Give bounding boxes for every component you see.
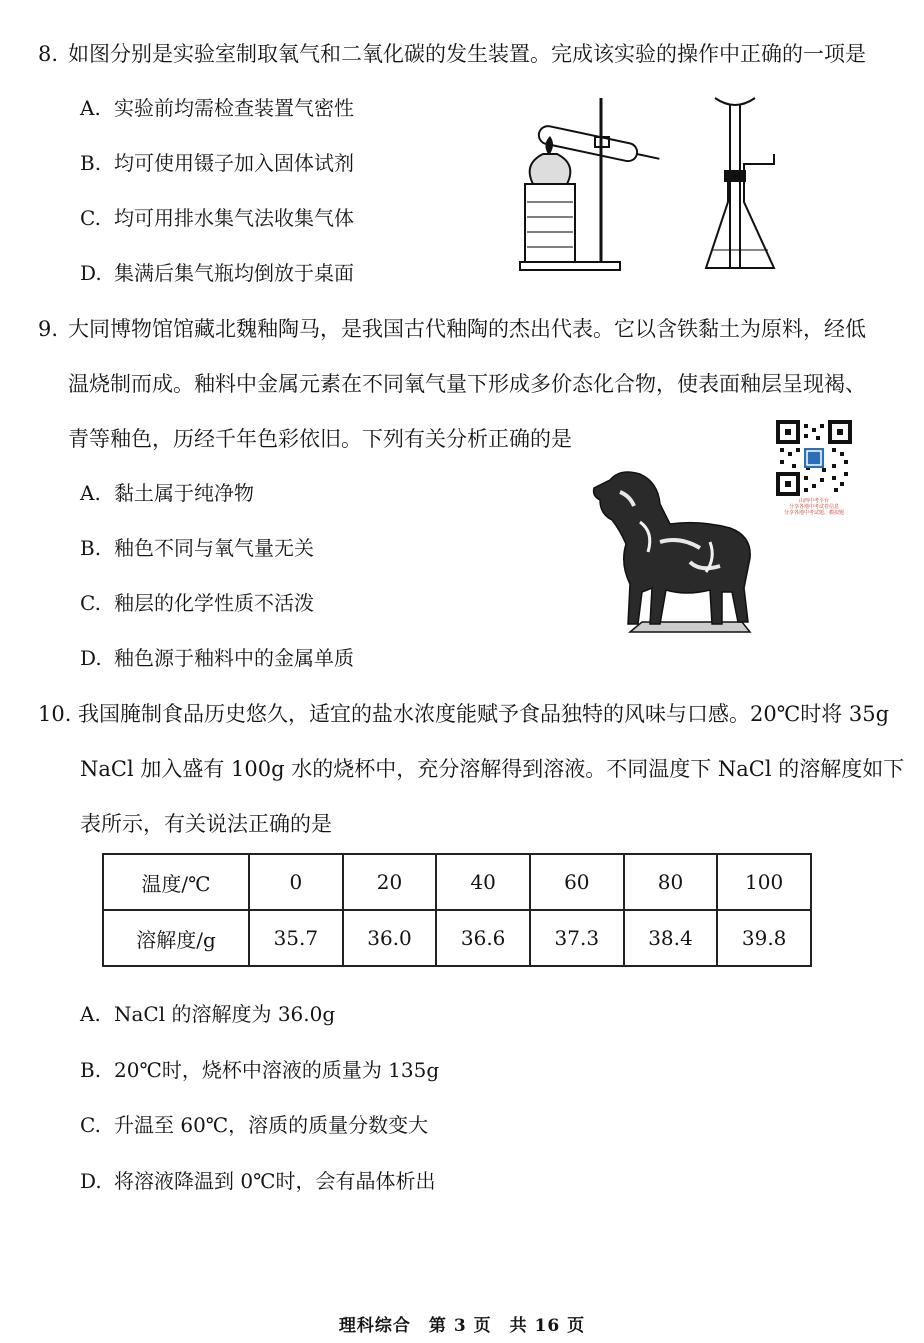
qr-caption-line-3: 分享各地中考试题、模拟题	[783, 510, 844, 516]
option-label: C.	[80, 206, 101, 230]
qr-caption-line-2: 分享各地中考试卷信息	[788, 504, 839, 510]
table-cell: 39.8	[717, 910, 811, 966]
q9-option-b	[80, 538, 314, 558]
option-label: A.	[80, 96, 101, 120]
option-text: 均可用排水集气法收集气体	[114, 206, 354, 230]
table-cell: 100	[717, 854, 811, 910]
option-label: C.	[80, 1113, 101, 1137]
qr-code	[776, 420, 852, 496]
carbon-dioxide-apparatus-figure	[700, 92, 790, 274]
q8-option-c	[80, 208, 354, 228]
option-label: A.	[80, 481, 101, 505]
q9-option-d	[80, 648, 354, 668]
q9-stem-line-1: 大同博物馆馆藏北魏釉陶马，是我国古代釉陶的杰出代表。它以含铁黏土为原料，经低	[68, 317, 866, 341]
option-text: 升温至 60℃，溶质的质量分数变大	[114, 1113, 429, 1137]
option-label: D.	[80, 1169, 102, 1193]
q8-stem: 如图分别是实验室制取氧气和二氧化碳的发生装置。完成该实验的操作中正确的一项是	[68, 42, 866, 66]
table-cell: 38.4	[624, 910, 718, 966]
q10-option-a	[80, 1004, 335, 1024]
q9-option-a	[80, 483, 254, 503]
option-text: 釉层的化学性质不活泼	[114, 591, 314, 615]
table-cell: 36.0	[343, 910, 437, 966]
table-cell: 0	[249, 854, 343, 910]
table-cell: 36.6	[436, 910, 530, 966]
q10-stem-line-2: NaCl 加入盛有 100g 水的烧杯中，充分溶解得到溶液。不同温度下 NaCl 的溶解度如下	[80, 757, 905, 781]
solubility-table	[102, 853, 812, 967]
qr-caption	[764, 498, 864, 516]
option-label: C.	[80, 591, 101, 615]
qr-caption-line-1: 山西中考平台	[798, 498, 829, 504]
page-footer: 理科综合 第 3 页 共 16 页	[338, 1316, 586, 1336]
q8-option-d	[80, 263, 354, 283]
q10-stem-line-1: 我国腌制食品历史悠久，适宜的盐水浓度能赋予食品独特的风味与口感。20℃时将 35g	[78, 702, 890, 726]
solubility-row	[103, 910, 811, 966]
temperature-row	[103, 854, 811, 910]
table-cell: 80	[624, 854, 718, 910]
option-label: A.	[80, 1002, 101, 1026]
oxygen-apparatus-figure	[515, 92, 665, 274]
option-text: NaCl 的溶解度为 36.0g	[114, 1002, 336, 1026]
q10-option-b	[80, 1060, 439, 1080]
table-cell: 60	[530, 854, 624, 910]
q10-option-c	[80, 1115, 428, 1135]
q10-number: 10.	[38, 702, 72, 726]
option-text: 集满后集气瓶均倒放于桌面	[114, 261, 354, 285]
temperature-header: 温度/℃	[103, 854, 249, 910]
option-text: 20℃时，烧杯中溶液的质量为 135g	[114, 1058, 440, 1082]
option-text: 釉色不同与氧气量无关	[114, 536, 314, 560]
table-cell: 37.3	[530, 910, 624, 966]
option-text: 黏土属于纯净物	[114, 481, 254, 505]
q8-number: 8.	[38, 42, 59, 66]
q9-stem-line-3: 青等釉色，历经千年色彩依旧。下列有关分析正确的是	[68, 427, 572, 451]
option-label: B.	[80, 1058, 102, 1082]
option-label: B.	[80, 536, 102, 560]
pottery-horse-figure	[590, 462, 765, 642]
q8-option-a	[80, 98, 354, 118]
solubility-header: 溶解度/g	[103, 910, 249, 966]
q8-option-b	[80, 153, 354, 173]
table-cell: 20	[343, 854, 437, 910]
option-text: 釉色源于釉料中的金属单质	[114, 646, 354, 670]
table-cell: 40	[436, 854, 530, 910]
q9-number: 9.	[38, 317, 59, 341]
option-text: 均可使用镊子加入固体试剂	[114, 151, 354, 175]
option-text: 将溶液降温到 0℃时，会有晶体析出	[114, 1169, 436, 1193]
q9-stem-line-2: 温烧制而成。釉料中金属元素在不同氧气量下形成多价态化合物，使表面釉层呈现褐、	[68, 372, 866, 396]
q9-option-c	[80, 593, 314, 613]
q10-stem-line-3: 表所示，有关说法正确的是	[80, 812, 332, 836]
table-cell: 35.7	[249, 910, 343, 966]
q10-option-d	[80, 1171, 435, 1191]
option-label: D.	[80, 646, 102, 670]
option-label: B.	[80, 151, 102, 175]
option-text: 实验前均需检查装置气密性	[114, 96, 354, 120]
option-label: D.	[80, 261, 102, 285]
